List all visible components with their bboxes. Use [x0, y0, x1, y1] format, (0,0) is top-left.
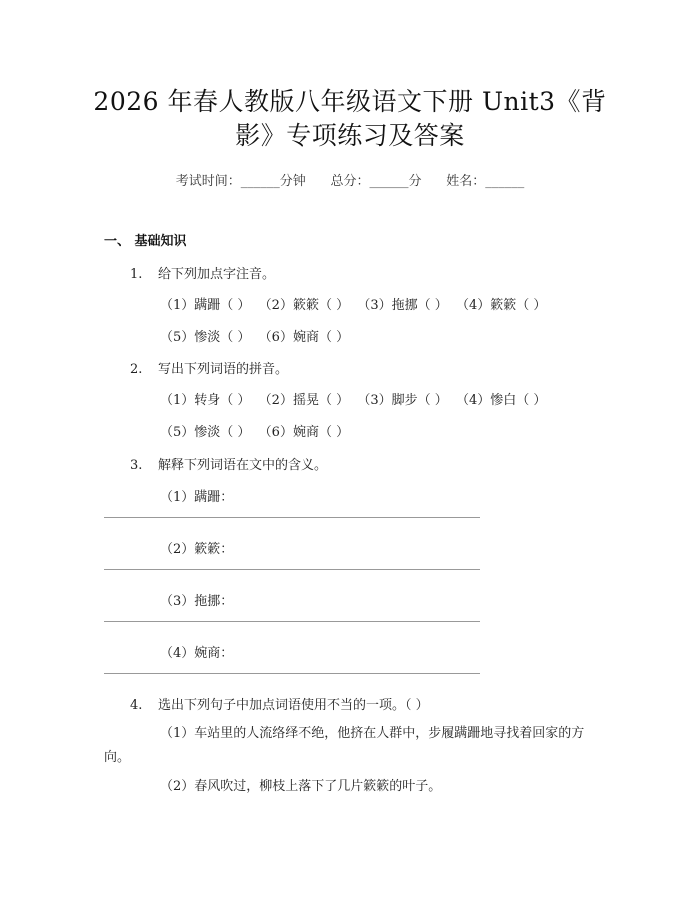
document-title-line-1: 2026 年春人教版八年级语文下册 Unit3《背: [93, 87, 607, 116]
item: （5）惨淡（ ）: [160, 425, 251, 440]
definition-item-4: （4）婉商：: [160, 646, 234, 661]
definition-item-3: （3）拖挪：: [160, 594, 234, 609]
item: （5）惨淡（ ）: [160, 330, 251, 345]
question-text: 给下列加点字注音。: [158, 267, 276, 282]
question-2-items-row-2: [160, 421, 349, 440]
answer-line-4: [104, 673, 480, 674]
question-text: 写出下列词语的拼音。: [158, 362, 289, 377]
question-1-items-row-2: [160, 326, 349, 345]
exam-info: 考试时间：______分钟 总分：______分 姓名：______: [175, 174, 525, 189]
question-4: [130, 694, 429, 713]
item: （3）脚步（ ）: [357, 393, 448, 408]
question-2: [130, 358, 288, 377]
item: （1）蹒跚（ ）: [160, 298, 251, 313]
question-1: [130, 263, 275, 282]
answer-line-2: [104, 569, 480, 570]
item: （1）转身（ ）: [160, 393, 251, 408]
section-heading-basic-knowledge: 一、 基础知识: [104, 234, 187, 249]
question-number: 3.: [130, 458, 143, 473]
item: （4）簌簌（ ）: [456, 298, 547, 313]
item: （2）簌簌（ ）: [258, 298, 350, 313]
option-1: （1）车站里的人流络绎不绝，他挤在人群中，步履蹒跚地寻找着回家的方向。: [104, 726, 585, 765]
question-number: 2.: [130, 362, 143, 377]
question-2-items-row-1: [160, 389, 546, 408]
definition-item-1: （1）蹒跚：: [160, 490, 234, 505]
document-title-line-2: 影》专项练习及答案: [235, 121, 465, 150]
question-text: 解释下列词语在文中的含义。: [158, 458, 328, 473]
question-1-items-row-1: [160, 294, 546, 313]
question-text: 选出下列句子中加点词语使用不当的一项。（ ）: [158, 698, 429, 713]
question-3: [130, 454, 327, 473]
item: （6）婉商（ ）: [258, 330, 350, 345]
item: （6）婉商（ ）: [258, 425, 350, 440]
option-2: （2）春风吹过，柳枝上落下了几片簌簌的叶子。: [160, 779, 442, 794]
item: （2）摇晃（ ）: [258, 393, 350, 408]
item: （4）惨白（ ）: [456, 393, 547, 408]
answer-line-3: [104, 621, 480, 622]
question-number: 1.: [130, 267, 143, 282]
answer-line-1: [104, 517, 480, 518]
item: （3）拖挪（ ）: [357, 298, 448, 313]
question-number: 4.: [130, 698, 143, 713]
definition-item-2: （2）簌簌：: [160, 542, 234, 557]
